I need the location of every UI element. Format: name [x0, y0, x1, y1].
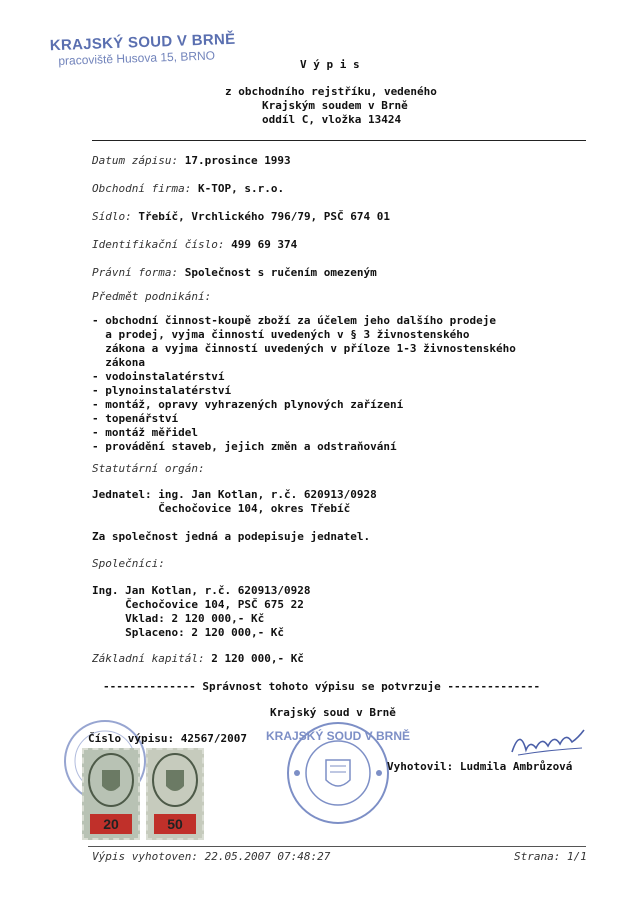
- spolecnici-block: [92, 584, 311, 640]
- predmet-line: - obchodní činnost-koupě zboží za účelem jeho dalšího prodeje: [92, 314, 496, 327]
- forma-value: Společnost s ručením omezeným: [184, 266, 377, 279]
- cislo-vypisu: Číslo výpisu: 42567/2007: [88, 732, 247, 745]
- predmet-line: zákona: [92, 356, 145, 369]
- vyhotovil: Vyhotovil: Ludmila Ambrůzová: [387, 760, 573, 773]
- sidlo: [92, 210, 390, 224]
- fee-value-50: 50: [154, 814, 196, 834]
- fee-value-20: 20: [90, 814, 132, 834]
- coat-of-arms-icon: [148, 750, 202, 810]
- ic-value: 499 69 374: [231, 238, 298, 251]
- court-stamp-name: KRAJSKÝ SOUD V BRNĚ: [49, 30, 236, 55]
- predmet-line: - montáž měřidel: [92, 426, 198, 439]
- header-line-1: z obchodního rejstříku, vedeného: [225, 85, 437, 98]
- ic-label: Identifikační číslo:: [92, 238, 225, 251]
- forma-label: Právní forma:: [92, 266, 179, 279]
- predmet-line: - plynoinstalatérství: [92, 384, 232, 397]
- footer-date: Výpis vyhotoven: 22.05.2007 07:48:27: [92, 850, 331, 863]
- predmet-label: Předmět podnikání:: [92, 290, 212, 303]
- jednatel-line-1: Jednatel: ing. Jan Kotlan, r.č. 620913/0928: [92, 488, 377, 501]
- court-round-seal-icon: [265, 718, 411, 828]
- kapital-value: 2 120 000,- Kč: [211, 652, 304, 665]
- document-title: V ý p i s: [300, 58, 360, 71]
- fee-stamp-50: [146, 748, 204, 840]
- spolecnici-label: Společníci:: [92, 557, 165, 570]
- datum-label: Datum zápisu:: [92, 154, 179, 167]
- predmet-line: a prodej, vyjma činností uvedených v § 3 živnostenského: [92, 328, 470, 341]
- statutarni-label: Statutární orgán:: [92, 462, 205, 475]
- zakladni-kapital: [92, 652, 304, 666]
- identifikacni-cislo: [92, 238, 297, 252]
- sidlo-label: Sídlo:: [92, 210, 132, 223]
- jednatel-block: [92, 488, 377, 516]
- obchodni-firma: [92, 182, 284, 196]
- spolecnik-line-2: Čechočovice 104, PSČ 675 22: [92, 598, 304, 611]
- datum-zapisu: [92, 154, 291, 168]
- fee-stamp-20: [82, 748, 140, 840]
- header-line-3: oddíl C, vložka 13424: [262, 113, 402, 126]
- footer-rule: [88, 846, 586, 847]
- predmet-line: - vodoinstalatérství: [92, 370, 225, 383]
- coat-of-arms-icon: [84, 750, 138, 810]
- predmet-line: - montáž, opravy vyhrazených plynových zařízení: [92, 398, 404, 411]
- firma-label: Obchodní firma:: [92, 182, 192, 195]
- footer-page: Strana: 1/1: [514, 850, 587, 863]
- predmet-line: - topenářství: [92, 412, 179, 425]
- jednatel-line-2: Čechočovice 104, okres Třebíč: [92, 502, 351, 515]
- sidlo-value: Třebíč, Vrchlického 796/79, PSČ 674 01: [138, 210, 391, 223]
- datum-value: 17.prosince 1993: [184, 154, 291, 167]
- court-stamp: [50, 31, 237, 68]
- confirmation-line: -------------- Správnost tohoto výpisu se potvrzuje --------------: [103, 680, 541, 693]
- kapital-label: Základní kapitál:: [92, 652, 205, 665]
- spolecnik-line-1: Ing. Jan Kotlan, r.č. 620913/0928: [92, 584, 311, 597]
- predmet-line: - provádění staveb, jejich změn a odstraňování: [92, 440, 397, 453]
- pravni-forma: [92, 266, 377, 280]
- confirmation-court: Krajský soud v Brně: [270, 706, 396, 719]
- predmet-podnikani: [92, 290, 211, 304]
- handwritten-signature-icon: [508, 722, 588, 762]
- court-stamp-address: pracoviště Husova 15, BRNO: [58, 48, 216, 68]
- spolecnik-line-4: Splaceno: 2 120 000,- Kč: [92, 626, 285, 639]
- predmet-line: zákona a vyjma činností uvedených v příloze 1-3 živnostenského: [92, 342, 516, 355]
- firma-value: K-TOP, s.r.o.: [197, 182, 285, 195]
- header-rule: [92, 140, 586, 141]
- header-line-2: Krajským soudem v Brně: [262, 99, 408, 112]
- spolecnik-line-3: Vklad: 2 120 000,- Kč: [92, 612, 265, 625]
- predmet-list: [92, 314, 516, 454]
- jednani-text: Za společnost jedná a podepisuje jednatel.: [92, 530, 371, 543]
- seal-text: KRAJSKÝ SOUD V BRNĚ: [265, 729, 411, 743]
